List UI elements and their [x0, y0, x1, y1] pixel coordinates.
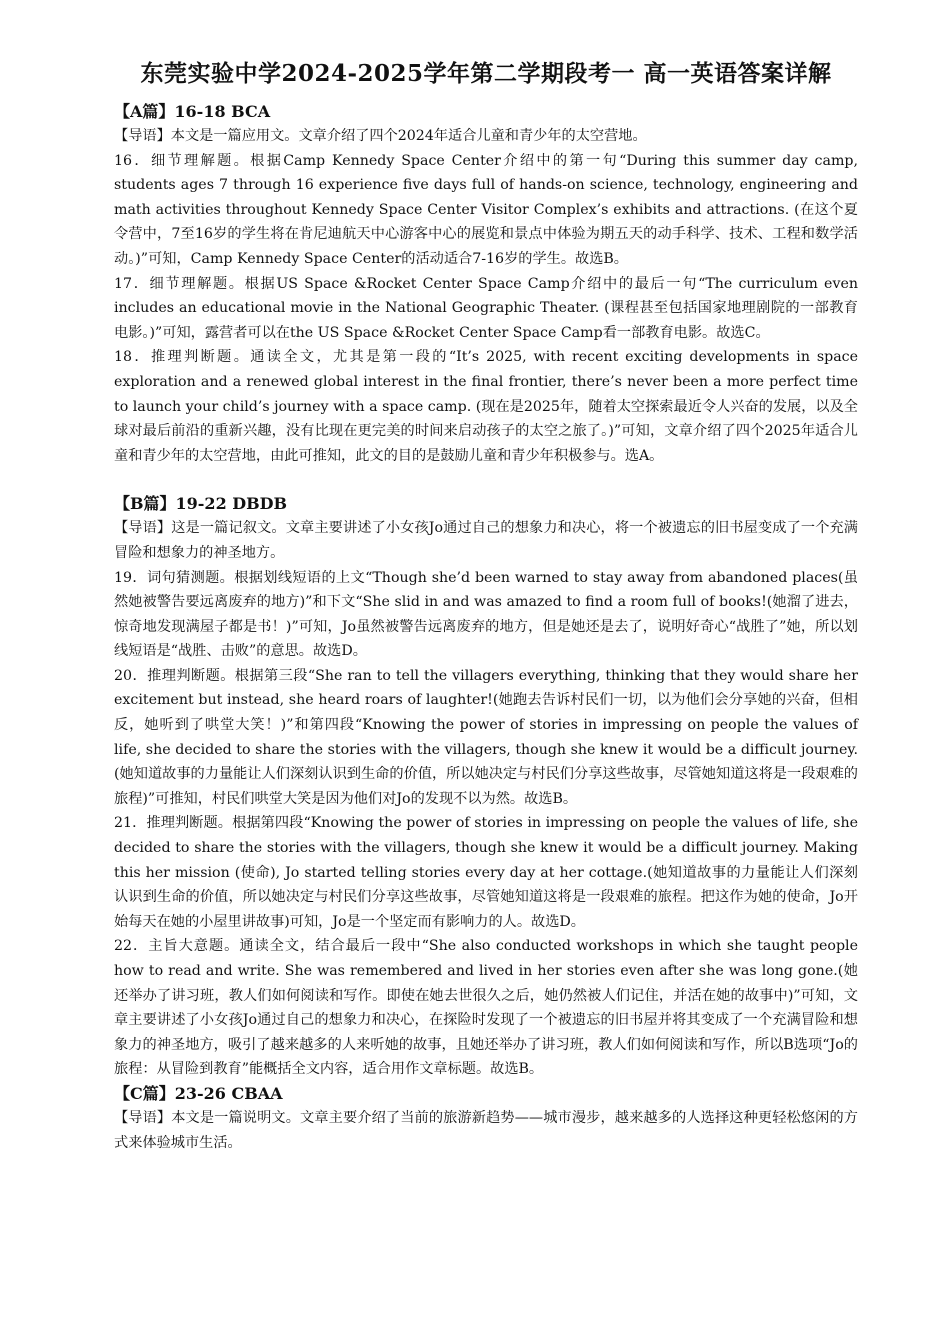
answer-18: 18．推理判断题。通读全文，尤其是第一段的“It’s 2025, with recent exciting developments in space exploration and a renewed global interest in the final frontier, there’s never been a more perfect time to launch your child’s journey with a space camp. (现在是2025年，随着太空探索最近令人兴奋的发展，以及全球对最后前沿的重新兴趣，没有比现在更完美的时间来启动孩子的太空之旅了。)”可知，文章介绍了四个2025年适合儿童和青少年的太空营地，由此可推知，此文的目的是鼓励儿童和青少年积极参与。选A。 [114, 349, 858, 464]
section-a-intro: 【导语】本文是一篇应用文。文章介绍了四个2024年适合儿童和青少年的太空营地。 [114, 128, 647, 144]
answer-19: 19．词句猜测题。根据划线短语的上文“Though she’d been warned to stay away from abandoned places(虽然她被警告要远离废弃的地方)”和下文“She slid in and was amazed to find a room full of books!(她溜了进去，惊奇地发现满屋子都是书！)”可知，Jo虽然被警告远离废弃的地方，但是她还是去了，说明好奇心“战胜了”她，所以划线短语是“战胜、击败”的意思。故选D。 [114, 569, 858, 660]
section-b [114, 492, 858, 1082]
section-b-heading: 【B篇】19-22 DBDB [114, 494, 288, 514]
section-c [114, 1082, 858, 1155]
section-gap [114, 468, 858, 492]
section-c-heading: 【C篇】23-26 CBAA [114, 1083, 283, 1103]
answer-16: 16．细节理解题。根据Camp Kennedy Space Center介绍中的第一句“During this summer day camp, students ages 7 through 16 experience five days full of hands-on science, technology, engineering and math activities throughout Kennedy Space Center Visitor Complex’s exhibits and attractions. (在这个夏令营中，7至16岁的学生将在肯尼迪航天中心游客中心的展览和景点中体验为期五天的动手科学、技术、工程和数学活动。)”可知，Camp Kennedy Space Center的活动适合7-16岁的学生。故选B。 [114, 152, 858, 267]
section-a-heading: 【A篇】16-18 BCA [114, 102, 271, 121]
answer-21: 21．推理判断题。根据第四段“Knowing the power of stories in impressing on people the values of life, she decided to share the stories with the villagers, though she knew it would be a difficult journey. Making this her mission (使命), Jo started telling stories every day at her cottage.(她知道故事的力量能让人们深刻认识到生命的价值，所以她决定与村民们分享这些故事，尽管她知道这将是一段艰难的旅程。把这作为她的使命，Jo开始每天在她的小屋里讲故事)可知，Jo是一个坚定而有影响力的人。故选D。 [114, 815, 858, 930]
section-a [114, 100, 858, 468]
answer-17: 17．细节理解题。根据US Space &Rocket Center Space Camp介绍中的最后一句“The curriculum even includes an educational movie in the National Geographic Theater. (课程甚至包括国家地理剧院的一部教育电影。)”可知，露营者可以在the US Space &Rocket Center Space Camp看一部教育电影。故选C。 [114, 275, 858, 341]
section-b-intro: 【导语】这是一篇记叙文。文章主要讲述了小女孩Jo通过自己的想象力和决心，将一个被遗忘的旧书屋变成了一个充满冒险和想象力的神圣地方。 [114, 520, 858, 561]
document-title: 东莞实验中学2024-2025学年第二学期段考一 高一英语答案详解 [140, 60, 832, 87]
answer-20: 20．推理判断题。根据第三段“She ran to tell the villagers everything, thinking that they would share her excitement but instead, she heard roars of laughter!(她跑去告诉村民们一切，以为他们会分享她的兴奋，但相反，她听到了哄堂大笑！)”和第四段“Knowing the power of stories in impressing on people the values of life, she decided to share the stories with the villagers, though she knew it would be a difficult journey.(她知道故事的力量能让人们深刻认识到生命的价值，所以她决定与村民们分享这些故事，尽管她知道这将是一段艰难的旅程)”可推知，村民们哄堂大笑是因为他们对Jo的发现不以为然。故选B。 [114, 667, 858, 807]
answer-22: 22．主旨大意题。通读全文，结合最后一段中“She also conducted workshops in which she taught people how to read and write. She was remembered and lived in her stories even after she was long gone.(她还举办了讲习班，教人们如何阅读和写作。即使在她去世很久之后，她仍然被人们记住，并活在她的故事中)”可知，文章主要讲述了小女孩Jo通过自己的想象力和决心，在探险时发现了一个被遗忘的旧书屋并将其变成了一个充满冒险和想象力的神圣地方，吸引了越来越多的人来听她的故事，且她还举办了讲习班，教人们如何阅读和写作，所以B选项“Jo的旅程：从冒险到教育”能概括全文内容，适合用作文章标题。故选B。 [114, 938, 858, 1078]
section-c-intro: 【导语】本文是一篇说明文。文章主要介绍了当前的旅游新趋势——城市漫步，越来越多的人选择这种更轻松悠闲的方式来体验城市生活。 [114, 1109, 858, 1151]
